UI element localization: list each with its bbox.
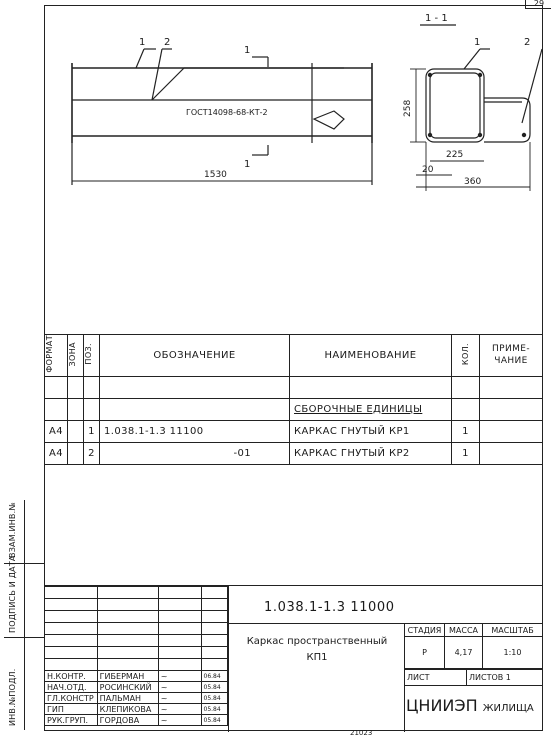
width-dimension-360: 360 — [464, 177, 482, 187]
col-pos: ПОЗ. — [84, 335, 100, 377]
inv-orig-label: ИНВ.№ПОДЛ. — [8, 668, 17, 726]
table-row — [45, 398, 543, 420]
signer-row: Н.КОНТР. ГИБЕРМАН ~ 06.84 — [45, 671, 228, 682]
col-qty: КОЛ. — [452, 335, 480, 377]
table-row — [45, 376, 543, 398]
section-mark-top: 1 — [244, 45, 251, 56]
specification-table — [44, 334, 543, 465]
signer-row: НАЧ.ОТД. РОСИНСКИЙ ~ 05.84 — [45, 682, 228, 693]
col-zone: ЗОНА — [68, 335, 84, 377]
title-block — [44, 585, 543, 732]
sign-date-label: ПОДПИСЬ И ДАТА — [8, 555, 17, 633]
signer-row: ГЛ.КОНСТР ПАЛЬМАН ~ 05.84 — [45, 693, 228, 704]
signer-row: РУК.ГРУП. ГОРДОВА ~ 05.84 — [45, 715, 228, 726]
section-title: 1 - 1 — [425, 13, 448, 24]
leader-1: 1 — [139, 37, 146, 48]
gost-label: ГОСТ14098-68-КТ-2 — [186, 108, 268, 117]
length-dimension: 1530 — [204, 170, 227, 180]
stage-grid: СТАДИЯ МАССА МАСШТАБ Р 4,17 1:10 — [404, 623, 543, 669]
section-heading: СБОРОЧНЫЕ ЕДИНИЦЫ — [290, 398, 452, 420]
sheet-grid: ЛИСТ ЛИСТОВ 1 — [404, 669, 543, 686]
table-row: А4 1 1.038.1-1.3 11100 КАРКАС ГНУТЫЙ КР1 1 — [45, 420, 543, 442]
col-format: ФОРМАТ — [45, 335, 68, 377]
width-dimension-20: 20 — [422, 165, 434, 175]
doc-code: 1.038.1-1.3 11000 — [264, 600, 395, 615]
signer-row: ГИП КЛЕПИКОВА ~ 05.84 — [45, 704, 228, 715]
table-row: А4 2 -01 КАРКАС ГНУТЫЙ КР2 1 — [45, 442, 543, 464]
organization: ЦНИИЭП ЖИЛИЩА — [406, 696, 534, 715]
signature-grid — [44, 586, 228, 726]
leader-2: 2 — [164, 37, 171, 48]
section-leader-1: 1 — [474, 37, 481, 48]
col-designation: ОБОЗНАЧЕНИЕ — [100, 335, 290, 377]
col-note: ПРИМЕ- ЧАНИЕ — [480, 335, 543, 377]
width-dimension-225: 225 — [446, 150, 464, 160]
section-mark-bottom: 1 — [244, 159, 251, 170]
side-stamp — [4, 500, 45, 730]
section-leader-2: 2 — [524, 37, 531, 48]
technical-drawing — [44, 5, 543, 335]
height-dimension: 258 — [403, 99, 413, 117]
spec-header-row — [45, 335, 543, 377]
footer-fragment: 21023 — [350, 729, 373, 737]
doc-name: Каркас пространственный КП1 — [246, 636, 388, 663]
replace-inv-label: ВЗАМ.ИНВ.№ — [8, 502, 17, 558]
col-name: НАИМЕНОВАНИЕ — [290, 335, 452, 377]
page-number: 29 — [533, 0, 545, 8]
